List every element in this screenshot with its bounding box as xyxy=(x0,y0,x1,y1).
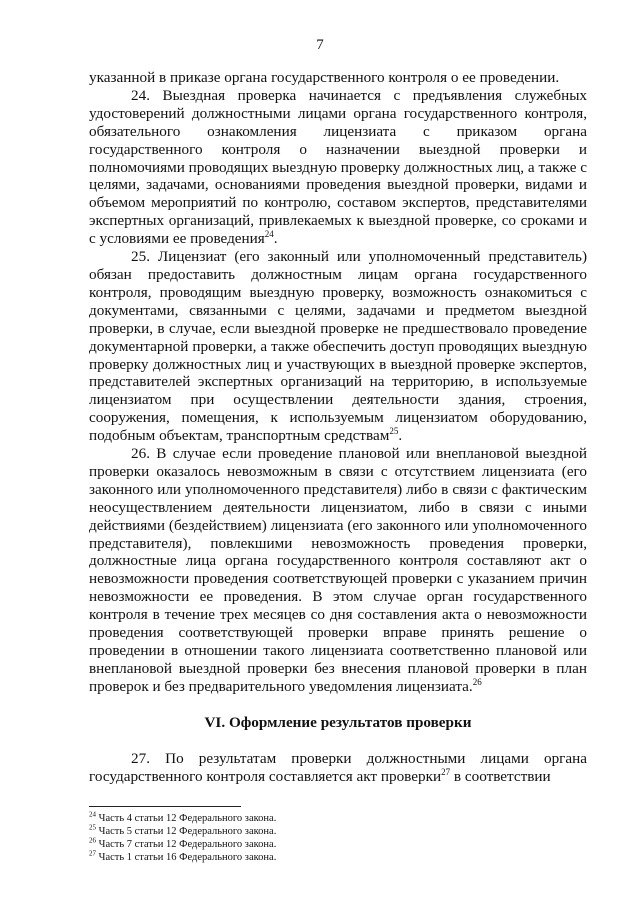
footnote-ref: 24 xyxy=(264,229,274,240)
footnote-number: 25 xyxy=(89,823,96,832)
footnote-ref: 26 xyxy=(472,676,482,687)
paragraph-text: 26. В случае если проведение плановой или внеплановой выездной проверки оказалось невозможным в связи с отсутствием лицензиата (его законного или уполномоченного представителя) либо в связи с фактическим неосуществлением деятельности лицензиатом, либо в связи с иными действиями (бездействием) лицензиата (его законного или уполномоченного представителя), повлекшими невозможность проведения проверки, должностные лица органа государственного контроля составляют акт о невозможности проведения соответствующей проверки с указанием причин невозможности ее проведения. В этом случае орган государственного контроля в течение трех месяцев со дня составления акта о невозможности проведения соответствующей проверки вправе принять решение о проведении в отношении такого лицензиата соответственно плановой или внеплановой выездной проверки без внесения плановой проверки в план проверок и без предварительного уведомления лицензиата. xyxy=(89,445,587,695)
footnote xyxy=(89,851,489,864)
paragraph-text: 27. По результатам проверки должностными лицами органа государственного контроля составляется акт проверки xyxy=(89,749,587,785)
paragraph-text: 25. Лицензиат (его законный или уполномоченный представитель) обязан предоставить должностным лицам органа государственного контроля, проводящим выездную проверку, возможность ознакомиться с документами, связанными с целями, задачами и предметом выездной проверки, в случае, если выездной проверке не предшествовало проведение документарной проверки, а также обеспечить доступ проводящих выездную проверку должностных лиц и участвующих в выездной проверке экспертов, представителей экспертных организаций на территорию, в используемые лицензиатом при осуществлении деятельности здания, строения, сооружения, помещения, к используемым лицензиатом оборудованию, подобным объектам, транспортным средствам xyxy=(89,248,587,445)
footnote xyxy=(89,838,489,851)
footnote-ref: 25 xyxy=(389,426,399,437)
paragraph-27 xyxy=(89,750,587,786)
paragraph-text: 24. Выездная проверка начинается с предъявления служебных удостоверений должностными лицами органа государственного контроля, обязательного ознакомления лицензиата с приказом органа государственного контроля о назначении выездной проверки и полномочиями проводящих выездную проверку должностных лиц, а также с целями, задачами, основаниями проведения выездной проверки, видами и объемом мероприятий по контролю, составом экспертов, представителями экспертных организаций, привлекаемых к выездной проверке, со сроками и с условиями ее проведения xyxy=(89,86,587,248)
paragraph-continuation xyxy=(89,69,587,87)
footnote-ref: 27 xyxy=(441,766,451,777)
footnote-number: 27 xyxy=(89,849,96,858)
footnote-text: Часть 7 статьи 12 Федерального закона. xyxy=(96,839,277,850)
footnote-number: 24 xyxy=(89,810,96,819)
paragraph-24 xyxy=(89,87,587,248)
section-title: VI. Оформление результатов проверки xyxy=(204,713,472,731)
footnotes xyxy=(89,812,489,864)
page-number: 7 xyxy=(316,37,324,53)
paragraph-text: указанной в приказе органа государственного контроля о ее проведении. xyxy=(89,69,560,86)
paragraph-text: в соответствии xyxy=(450,767,551,785)
paragraph-tail: . xyxy=(273,230,278,248)
paragraph-25 xyxy=(89,248,587,445)
footnote-text: Часть 5 статьи 12 Федерального закона. xyxy=(96,826,277,837)
footnote xyxy=(89,825,489,838)
footnote-text: Часть 1 статьи 16 Федерального закона. xyxy=(96,852,277,863)
document-body xyxy=(89,69,587,785)
footnote-separator xyxy=(89,806,241,807)
paragraph-26 xyxy=(89,445,587,696)
footnote-number: 26 xyxy=(89,836,96,845)
footnote xyxy=(89,812,489,825)
paragraph-tail: . xyxy=(398,427,403,445)
footnote-text: Часть 4 статьи 12 Федерального закона. xyxy=(96,813,277,824)
